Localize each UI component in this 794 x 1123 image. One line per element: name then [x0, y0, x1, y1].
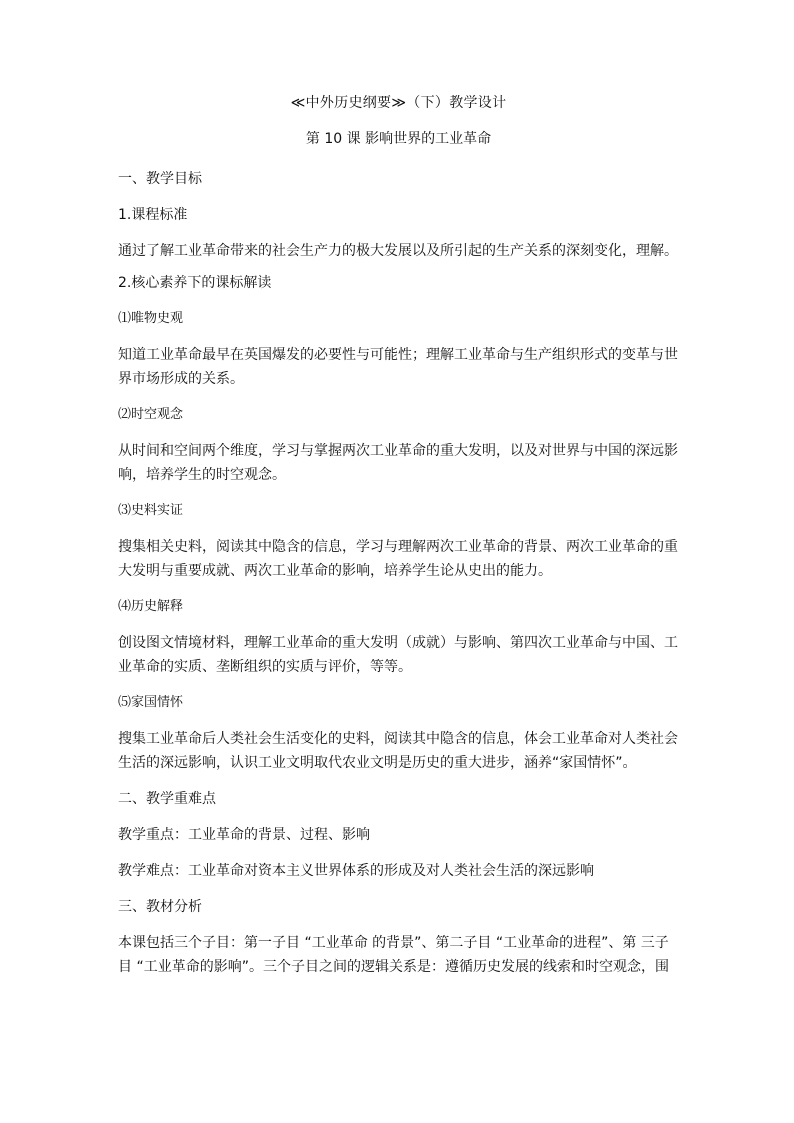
label-historical-explanation: ⑷历史解释	[118, 599, 184, 614]
paragraph-difficult-point: 教学难点：工业革命对资本主义世界体系的形成及对人类社会生活的深远影响	[118, 863, 594, 879]
label-patriotism: ⑸家国情怀	[118, 695, 184, 710]
label-historical-materialism: ⑴唯物史观	[118, 311, 184, 326]
lesson-title: 第 10 课 影响世界的工业革命	[305, 131, 492, 147]
paragraph-historical-materialism: 知道工业革命最早在英国爆发的必要性与可能性；理解工业革命与生产组织形式的变革与世界市场形成的关系。	[118, 347, 678, 387]
label-time-space: ⑵时空观念	[118, 407, 184, 422]
label-evidence: ⑶史料实证	[118, 503, 184, 518]
paragraph-curriculum-standard: 通过了解工业革命带来的社会生产力的极大发展以及所引起的生产关系的深刻变化，理解。	[118, 243, 678, 259]
subheading-curriculum-standard: 1.课程标准	[118, 207, 188, 223]
section-heading-textbook-analysis: 三、教材分析	[118, 899, 202, 915]
paragraph-patriotism: 搜集工业革命后人类社会生活变化的史料，阅读其中隐含的信息，体会工业革命对人类社会生活的深远影响，认识工业文明取代农业文明是历史的重大进步，涵养“家国情怀”。	[118, 731, 678, 771]
section-heading-key-points: 二、教学重难点	[118, 791, 216, 807]
paragraph-historical-explanation: 创设图文情境材料，理解工业革命的重大发明（成就）与影响、第四次工业革命与中国、工业革命的实质、垄断组织的实质与评价，等等。	[118, 635, 678, 675]
paragraph-time-space: 从时间和空间两个维度，学习与掌握两次工业革命的重大发明，以及对世界与中国的深远影响，培养学生的时空观念。	[118, 443, 678, 483]
paragraph-key-point: 教学重点：工业革命的背景、过程、影响	[118, 827, 370, 843]
paragraph-textbook-analysis: 本课包括三个子目：第一子目 “工业革命 的背景”、第二子目 “工业革命的进程”、第 三子目 “工业革命的影响”。三个子目之间的逻辑关系是：遵循历史发展的线索和时空观念，围	[118, 935, 669, 975]
section-heading-teaching-goals: 一、教学目标	[118, 171, 202, 187]
document-title: ≪中外历史纲要≫（下）教学设计	[290, 95, 507, 111]
paragraph-evidence: 搜集相关史料，阅读其中隐含的信息，学习与理解两次工业革命的背景、两次工业革命的重大发明与重要成就、两次工业革命的影响，培养学生论从史出的能力。	[118, 539, 678, 579]
subheading-core-literacy: 2.核心素养下的课标解读	[118, 275, 272, 291]
